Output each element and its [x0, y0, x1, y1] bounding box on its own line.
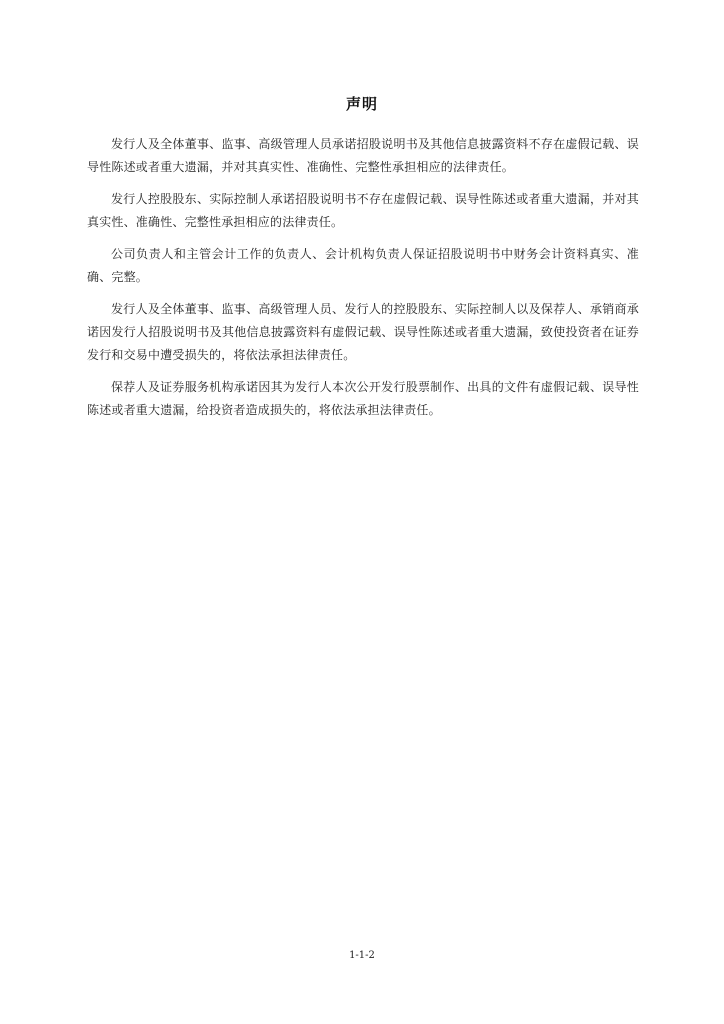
statement-paragraph-4: 发行人及全体董事、监事、高级管理人员、发行人的控股股东、实际控制人以及保荐人、承销商承诺因发行人招股说明书及其他信息披露资料有虚假记载、误导性陈述或者重大遗漏，致使投资者在证券发行和交易中遭受损失的，将依法承担法律责任。	[87, 302, 639, 362]
statement-paragraph-2: 发行人控股股东、实际控制人承诺招股说明书不存在虚假记载、误导性陈述或者重大遗漏，并对其真实性、准确性、完整性承担相应的法律责任。	[87, 192, 639, 229]
statement-paragraph-3: 公司负责人和主管会计工作的负责人、会计机构负责人保证招股说明书中财务会计资料真实、准确、完整。	[87, 247, 639, 284]
statement-body	[87, 133, 639, 431]
page-number: 1-1-2	[349, 950, 375, 961]
statement-paragraph-5: 保荐人及证券服务机构承诺因其为发行人本次公开发行股票制作、出具的文件有虚假记载、误导性陈述或者重大遗漏，给投资者造成损失的，将依法承担法律责任。	[87, 380, 639, 417]
statement-paragraph-1: 发行人及全体董事、监事、高级管理人员承诺招股说明书及其他信息披露资料不存在虚假记载、误导性陈述或者重大遗漏，并对其真实性、准确性、完整性承担相应的法律责任。	[87, 137, 639, 174]
page-title: 声明	[345, 95, 378, 113]
